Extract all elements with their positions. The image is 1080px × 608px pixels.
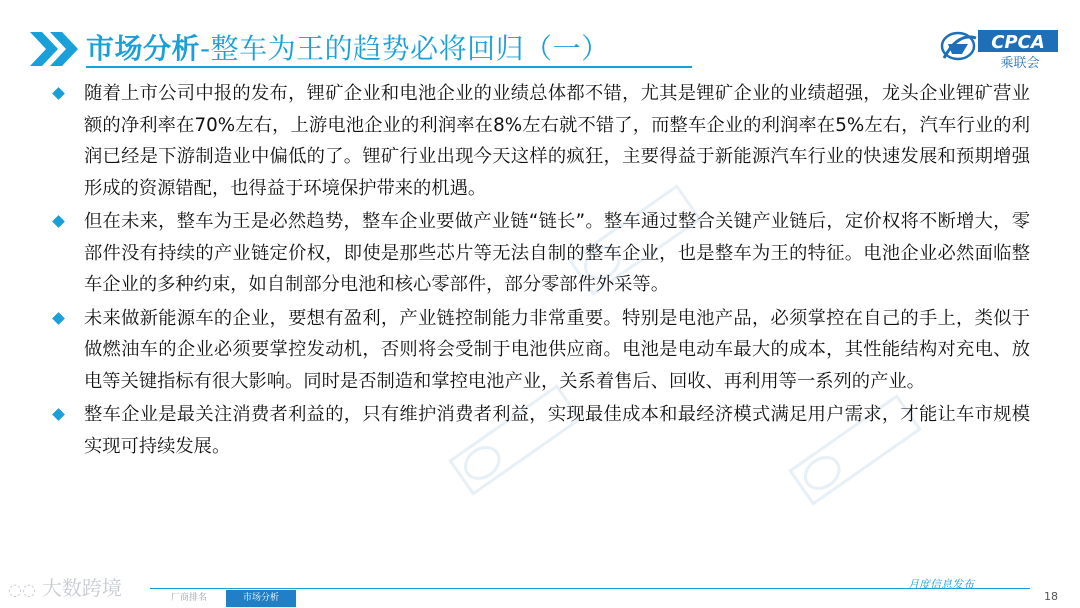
dots-icon: ◌◌ bbox=[8, 580, 36, 599]
bullet-text: 未来做新能源车的企业，要想有盈利，产业链控制能力非常重要。特别是电池产品，必须掌控在自己的手上，类似于做燃油车的企业必须要掌控发动机，否则将会受制于电池供应商。电池是电动车最大的成本，其性能结构对充电、放电等关键指标有很大影响。同时是否制造和掌控电池产业，关系着售后、回收、再利用等一系列的产业。 bbox=[84, 307, 1030, 392]
title-sub: -整车为王的趋势必将回归（一） bbox=[200, 32, 610, 65]
title-underline bbox=[86, 66, 692, 68]
bullet-item bbox=[40, 303, 1030, 398]
tab-manufacturer-ranking[interactable]: 厂商排名 bbox=[170, 593, 207, 603]
bullet-text: 随着上市公司中报的发布，锂矿企业和电池企业的业绩总体都不错，尤其是锂矿企业的业绩超强，龙头企业锂矿营业额的净利率在70%左右，上游电池企业的利润率在8%左右就不错了，而整车企业的利润率在5%左右，汽车行业的利润已经是下游制造业中偏低的了。锂矿行业出现今天这样的疯狂，主要得益于新能源汽车行业的快速发展和预期增强形成的资源错配，也得益于环境保护带来的机遇。 bbox=[84, 83, 1030, 199]
bullet-item bbox=[40, 78, 1030, 204]
footer-divider bbox=[150, 588, 1030, 589]
logo-cn: 乘联会 bbox=[1000, 56, 1040, 70]
source-watermark bbox=[8, 572, 122, 601]
footer-tag: 月度信息发布 bbox=[908, 578, 974, 591]
bullet-item bbox=[40, 206, 1030, 301]
source-text: 大数跨境 bbox=[41, 576, 122, 600]
title-main: 市场分析 bbox=[86, 32, 201, 65]
logo-text: CPCA bbox=[991, 32, 1045, 53]
bullet-text: 但在未来，整车为王是必然趋势，整车企业要做产业链“链长”。整车通过整合关键产业链后，定价权将不断增大，零部件没有持续的产业链定价权，即使是那些芯片等无法自制的整车企业，也是整车为王的特征。电池企业必然面临整车企业的多种约束，如自制部分电池和核心零部件，部分零部件外采等。 bbox=[84, 211, 1030, 295]
cpca-logo bbox=[938, 24, 1060, 70]
bullet-list bbox=[40, 78, 1030, 462]
double-chevron-icon bbox=[28, 30, 86, 68]
diamond-bullet-icon bbox=[52, 87, 65, 100]
bullet-text: 整车企业是最关注消费者利益的，只有维护消费者利益，实现最佳成本和最经济模式满足用户需求，才能让车市规模实现可持续发展。 bbox=[84, 404, 1030, 457]
tab-market-analysis[interactable]: 市场分析 bbox=[226, 590, 296, 607]
diamond-bullet-icon bbox=[52, 312, 65, 325]
page-title bbox=[86, 27, 610, 67]
diamond-bullet-icon bbox=[52, 408, 65, 421]
diamond-bullet-icon bbox=[52, 215, 65, 228]
page-number: 18 bbox=[1044, 590, 1058, 603]
bullet-item bbox=[40, 399, 1030, 462]
